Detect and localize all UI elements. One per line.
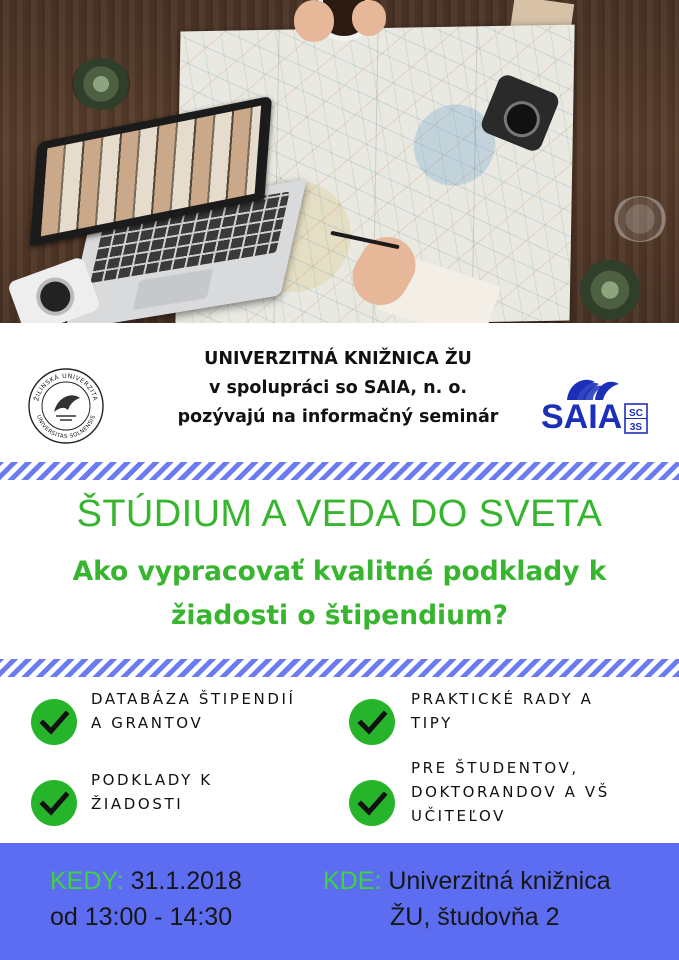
event-date: 31.1.2018 <box>130 867 242 895</box>
saia-wordmark: SAIA <box>541 398 623 436</box>
camera-lens <box>498 96 545 143</box>
cactus-plant <box>72 58 130 110</box>
hero-photo <box>0 0 679 323</box>
saia-logo <box>539 372 651 436</box>
headline-subtitle-line1: Ako vypracovať kvalitné podklady k <box>72 556 607 587</box>
glass <box>612 196 668 242</box>
hand <box>294 0 334 42</box>
seal-text-bottom: UNIVERSITAS SOLNENSIS <box>34 414 97 441</box>
cactus-plant <box>580 260 640 320</box>
event-info-footer <box>0 843 679 960</box>
event-place-line2: ŽU, študovňa 2 <box>390 903 560 931</box>
hand <box>352 0 386 36</box>
event-time: od 13:00 - 14:30 <box>50 903 233 931</box>
check-circle-icon <box>31 780 77 826</box>
camera-lens <box>31 272 80 321</box>
check-circle-icon <box>349 699 395 745</box>
check-circle-icon <box>31 699 77 745</box>
where-label: KDE: <box>323 867 382 895</box>
event-where-line <box>323 863 611 899</box>
stripe-divider-top <box>0 462 679 480</box>
event-place-line1: Univerzitná knižnica <box>388 867 611 895</box>
seal-text-top: ŽILINSKÁ UNIVERZITA <box>33 372 99 402</box>
feature-application-documents: PODKLADY K ŽIADOSTI <box>91 771 213 813</box>
stripe-divider-bottom <box>0 659 679 677</box>
intro-line-library: UNIVERZITNÁ KNIŽNICA ŽU <box>204 349 472 369</box>
feature-practical-tips: PRAKTICKÉ RADY A TIPY <box>411 690 594 732</box>
headline-subtitle-line2: žiadosti o štipendium? <box>171 600 508 631</box>
university-seal-logo <box>26 366 106 446</box>
feature-scholarship-database: DATABÁZA ŠTIPENDIÍ A GRANTOV <box>91 690 296 732</box>
headline-subtitle <box>0 550 679 638</box>
intro-block <box>118 345 558 432</box>
saia-box-bottom: 3S <box>629 422 643 433</box>
when-label: KEDY: <box>50 867 124 895</box>
event-when-line <box>50 863 242 899</box>
saia-box-top: SC <box>629 408 643 419</box>
check-circle-icon <box>349 780 395 826</box>
headline-title: ŠTÚDIUM A VEDA DO SVETA <box>76 493 603 535</box>
intro-line-partner: v spolupráci so SAIA, n. o. <box>208 378 468 398</box>
feature-target-audience: PRE ŠTUDENTOV, DOKTORANDOV A VŠ UČITEĽOV <box>411 759 610 825</box>
touchpad <box>133 269 214 311</box>
intro-line-invitation: pozývajú na informačný seminár <box>177 407 499 427</box>
